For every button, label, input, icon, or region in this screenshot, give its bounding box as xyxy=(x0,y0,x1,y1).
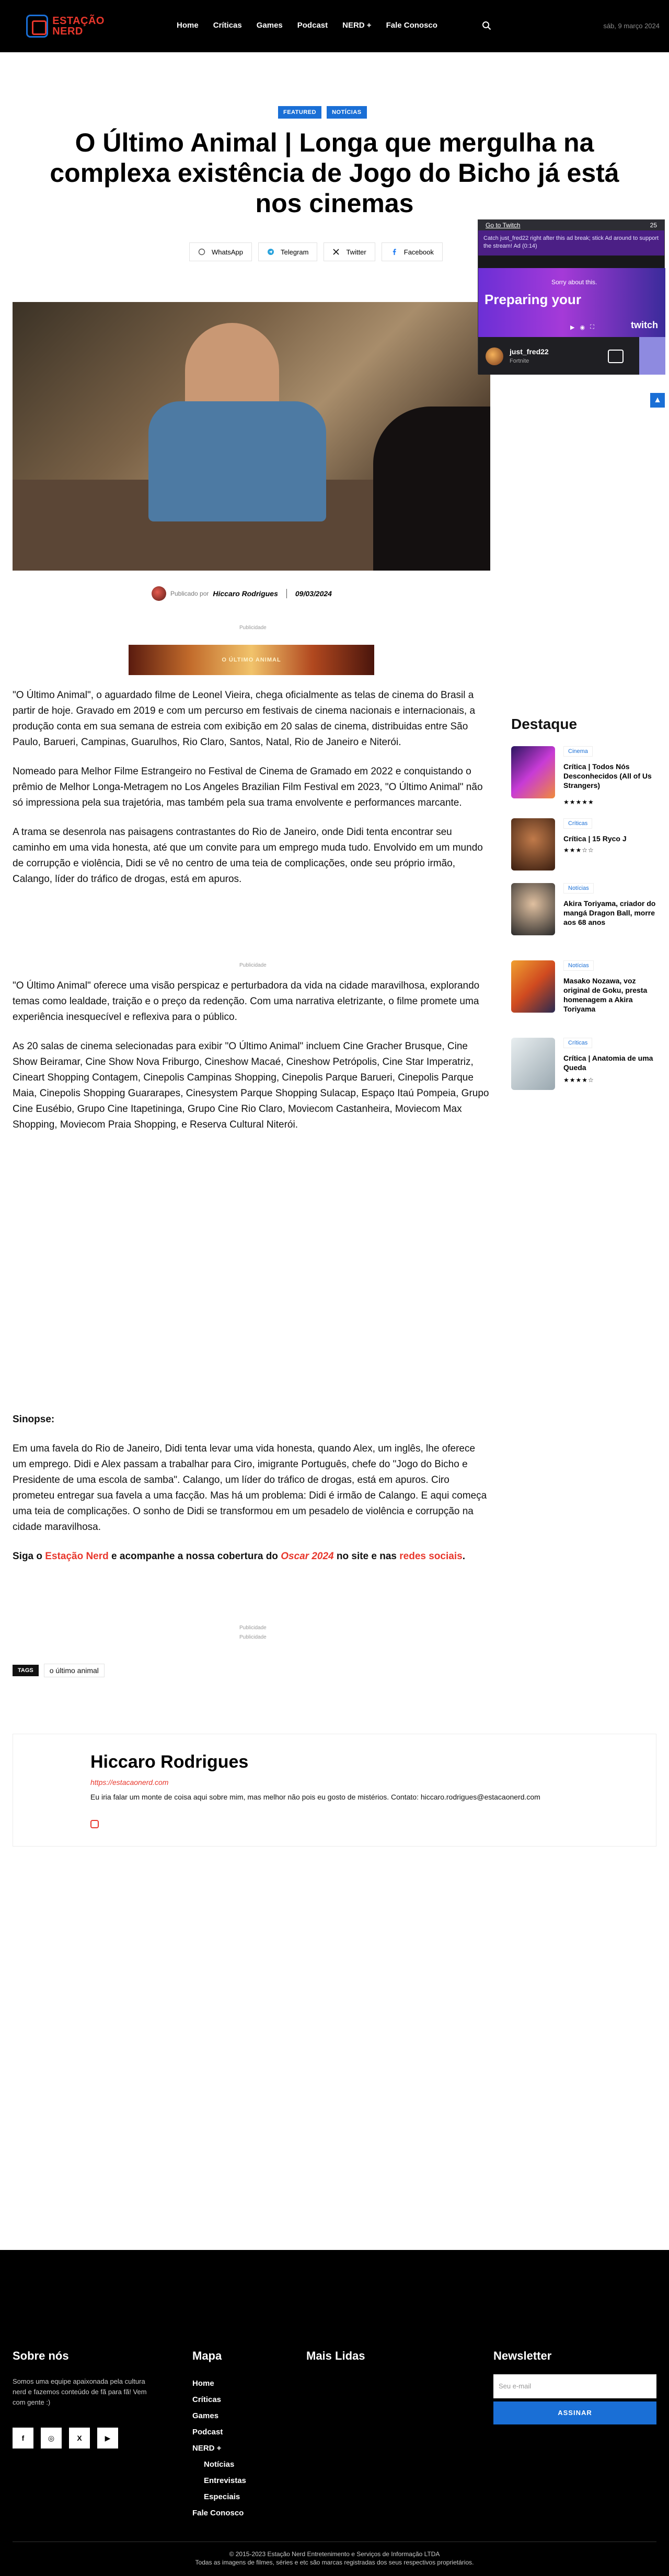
share-twitter-button[interactable] xyxy=(324,242,375,261)
chat-icon[interactable] xyxy=(608,350,624,363)
footer-map-links xyxy=(192,2375,246,2521)
sidebar-category[interactable]: Notícias xyxy=(563,883,594,894)
footer-newsletter-title: Newsletter xyxy=(493,2349,552,2362)
author-avatar[interactable] xyxy=(152,586,166,601)
hero-image xyxy=(13,302,490,571)
footer-copyright xyxy=(0,2550,669,2567)
sidebar-item[interactable] xyxy=(511,883,658,941)
streamer-name[interactable]: just_fred22 xyxy=(510,347,549,356)
telegram-icon xyxy=(267,248,274,256)
sinopse-paragraph: Em uma favela do Rio de Janeiro, Didi tenta levar uma vida honesta, quando Alex, um inglês, lhe oferece um emprego. Didi e Alex passam a trabalhar para Ciro, imigrante Português, chefe do "Jogo do Bicho e Presidente de uma escola de samba". Calango, um líder do tráfico de drogas, está em apuros. Ciro prometeu entregar sua favela a uma facção. Mas há um problema: Didi é irmão de Calango. E aqui começa uma teia de complicações. O sonho de Didi se transformou em um pesadelo de violência e corrupção na cidade maravilhosa. xyxy=(13,1443,487,1533)
sidebar-category[interactable]: Críticas xyxy=(563,1038,592,1048)
facebook-icon[interactable]: f xyxy=(13,2428,33,2449)
paragraph: Nomeado para Melhor Filme Estrangeiro no Festival de Cinema de Gramado em 2022 e conquistando o prêmio de Melhor Longa-Metragem no Los Angeles Brazilian Film Festival em 2023, "O Último Animal" não só impressiona pela sua trajetória, mas também pela sua trama envolvente e performances marcante. xyxy=(13,766,483,808)
scroll-top-button[interactable] xyxy=(650,393,665,408)
ad-label: Publicidade xyxy=(239,1634,267,1640)
sidebar-item[interactable] xyxy=(511,1038,658,1095)
footer-link[interactable]: Fale Conosco xyxy=(192,2509,244,2517)
estacao-nerd-link[interactable]: Estação Nerd xyxy=(45,1551,109,1562)
sorry-text: Sorry about this. xyxy=(551,279,597,286)
footer-link[interactable]: Podcast xyxy=(192,2428,223,2436)
share-label: Telegram xyxy=(280,248,309,256)
oscar-link[interactable]: Oscar 2024 xyxy=(281,1551,334,1562)
share-label: Facebook xyxy=(403,248,434,256)
share-telegram-button[interactable] xyxy=(258,242,317,261)
share-facebook-button[interactable] xyxy=(382,242,443,261)
sidebar-headline[interactable]: Crítica | 15 Ryco J xyxy=(563,834,627,843)
sidebar-headline[interactable]: Masako Nozawa, voz original de Goku, presta homenagem a Akira Toriyama xyxy=(563,977,648,1013)
ad-label: Publicidade xyxy=(239,1625,267,1631)
social-link[interactable]: redes sociais xyxy=(399,1551,463,1562)
site-header xyxy=(0,0,669,52)
footer-link[interactable]: Críticas xyxy=(192,2395,222,2404)
tags-row xyxy=(13,1664,105,1677)
tag-noticias[interactable]: NOTÍCIAS xyxy=(327,106,367,119)
sidebar-headline[interactable]: Crítica | Anatomia de uma Queda xyxy=(563,1054,653,1072)
sinopse-heading: Sinopse: xyxy=(13,1414,55,1425)
twitch-video[interactable] xyxy=(478,268,665,337)
sidebar-thumb[interactable] xyxy=(511,960,555,1013)
footer-social xyxy=(13,2428,118,2449)
nav-fale-conosco[interactable]: Fale Conosco xyxy=(386,21,437,30)
paragraph: A trama se desenrola nas paisagens contrastantes do Rio de Janeiro, onde Didi tenta encontrar seu caminho em uma vida honesta, até que um convite para um emprego muda tudo. Envolvido em um mundo de corrupção e violência, Didi se vê no centro de uma teia de complicações, onde seu próprio irmão, Calango, líder do tráfico de drogas, está em apuros. xyxy=(13,827,483,885)
nav-criticas[interactable]: Críticas xyxy=(213,21,242,30)
site-logo[interactable] xyxy=(26,11,105,41)
rating-stars: ★★★★☆ xyxy=(563,1076,594,1084)
sidebar-category[interactable]: Críticas xyxy=(563,818,592,829)
site-footer xyxy=(0,2250,669,2576)
subscribe-button[interactable]: ASSINAR xyxy=(493,2401,656,2424)
category-tags xyxy=(278,106,367,119)
x-icon[interactable]: X xyxy=(69,2428,90,2449)
sidebar-thumb[interactable] xyxy=(511,746,555,798)
streamer-avatar[interactable] xyxy=(486,347,503,365)
article-title: O Último Animal | Longa que mergulha na complexa existência de Jogo do Bicho já está nos cinemas xyxy=(50,128,619,218)
sidebar-headline[interactable]: Akira Toriyama, criador do mangá Dragon Ball, morre aos 68 anos xyxy=(563,899,656,926)
youtube-icon[interactable]: ▶ xyxy=(97,2428,118,2449)
publish-date: 09/03/2024 xyxy=(295,589,332,598)
footer-link[interactable]: Home xyxy=(192,2379,214,2388)
sidebar-headline[interactable]: Crítica | Todos Nós Desconhecidos (All of Us Strangers) xyxy=(563,762,652,790)
nav-home[interactable]: Home xyxy=(177,21,199,30)
sidebar-category[interactable]: Cinema xyxy=(563,746,593,757)
sidebar-thumb[interactable] xyxy=(511,818,555,871)
sidebar-item[interactable] xyxy=(511,746,658,804)
byline xyxy=(152,586,332,601)
logo-line2: NERD xyxy=(52,26,83,37)
arrow-up-icon: ▲ xyxy=(653,396,662,404)
footer-link[interactable]: NERD + xyxy=(192,2444,222,2453)
copyright-line: Todas as imagens de filmes, séries e etc são marcas registradas dos seus respectivos proprietários. xyxy=(195,2559,474,2566)
author-bio: Eu iria falar um monte de coisa aqui sobre mim, mas melhor não pois eu gosto de mistérios. Contato: hiccaro.rodrigues@estacaonerd.com xyxy=(90,1793,540,1801)
instagram-icon[interactable]: ◎ xyxy=(41,2428,62,2449)
volume-icon[interactable]: ◉ xyxy=(580,324,585,331)
sidebar-item[interactable] xyxy=(511,960,658,1018)
footer-about-text: Somos uma equipe apaixonada pela cultura nerd e fazemos conteúdo de fã para fã! Vem com gente :) xyxy=(13,2377,147,2406)
footer-link[interactable]: Notícias xyxy=(204,2460,235,2469)
nav-games[interactable]: Games xyxy=(256,21,283,30)
paragraph: "O Último Animal", o aguardado filme de Leonel Vieira, chega oficialmente as telas de cinema do Brasil a partir de hoje. Gravado em 2019 e com um percurso em festivais de cinema nacionais e internacionais, a produção conta em sua semana de estreia com exibição em 20 salas de cinema, distribuidas entre São Paulo, Barueri, Campinas, Guarulhos, Rio Claro, Santos, Natal, Rio de Janeiro e Niterói. xyxy=(13,690,476,748)
author-avatar-large[interactable] xyxy=(25,1750,82,1807)
logo-icon xyxy=(26,15,48,38)
article-body-3 xyxy=(13,1412,490,1578)
twitch-embed[interactable] xyxy=(478,219,665,374)
rating-stars: ★★★★★ xyxy=(563,798,594,806)
viewer-count: 25 xyxy=(650,222,657,229)
nav-nerd-plus[interactable]: NERD + xyxy=(342,21,372,30)
footer-map-title: Mapa xyxy=(192,2349,222,2362)
facebook-icon xyxy=(390,248,398,256)
header-date: sáb, 9 março 2024 xyxy=(603,22,660,30)
x-icon xyxy=(332,248,340,256)
video-controls xyxy=(570,324,594,331)
nav-podcast[interactable]: Podcast xyxy=(297,21,328,30)
ad-label: Publicidade xyxy=(239,962,267,968)
share-buttons xyxy=(189,242,443,261)
paragraph: "O Último Animal" oferece uma visão perspicaz e perturbadora da vida na cidade maravilhosa, explorando temas como lealdade, traição e o preço da redenção. Com uma narrativa eletrizante, o filme promete uma experiência inesquecível e reflexiva para o público. xyxy=(13,980,480,1023)
go-to-twitch-link[interactable]: Go to Twitch xyxy=(486,222,521,229)
article-body-2 xyxy=(13,978,490,1146)
ad-text: O ÚLTIMO ANIMAL xyxy=(222,657,281,663)
share-label: Twitter xyxy=(346,248,366,256)
author-name[interactable]: Hiccaro Rodrigues xyxy=(90,1752,249,1772)
sidebar-category[interactable]: Notícias xyxy=(563,960,594,971)
twitch-logo[interactable]: twitch xyxy=(631,320,658,330)
tag-featured[interactable]: FEATURED xyxy=(278,106,321,119)
author-link[interactable]: Hiccaro Rodrigues xyxy=(213,589,278,598)
sidebar-thumb[interactable] xyxy=(511,1038,555,1090)
article-body xyxy=(13,688,490,901)
footer-most-read-title: Mais Lidas xyxy=(306,2349,365,2362)
search-icon[interactable] xyxy=(482,21,491,30)
tag-link[interactable]: o último animal xyxy=(44,1664,105,1677)
footer-link[interactable]: Entrevistas xyxy=(204,2476,246,2485)
play-icon[interactable]: ▶ xyxy=(570,324,575,331)
follow-paragraph: Siga o Estação Nerd e acompanhe a nossa cobertura do Oscar 2024 no site e nas redes sociais. xyxy=(13,1551,465,1562)
footer-link[interactable]: Especiais xyxy=(204,2492,240,2501)
published-by-label: Publicado por xyxy=(170,590,209,597)
rating-stars: ★★★☆☆ xyxy=(563,846,594,854)
newsletter-email-input[interactable]: Seu e-mail xyxy=(493,2374,656,2398)
ad-break-message: Catch just_fred22 right after this ad break; stick Ad around to support the stream! Ad (0:14) xyxy=(478,230,664,256)
sidebar-thumb[interactable] xyxy=(511,883,555,935)
instagram-icon[interactable] xyxy=(90,1820,99,1828)
tags-label: TAGS xyxy=(13,1665,39,1676)
whatsapp-icon xyxy=(198,248,205,256)
ad-banner[interactable] xyxy=(129,645,374,675)
footer-about-title: Sobre nós xyxy=(13,2349,69,2362)
share-whatsapp-button[interactable] xyxy=(189,242,252,261)
fullscreen-icon[interactable]: ⛶ xyxy=(590,324,594,330)
logo-line1: ESTAÇÃO xyxy=(52,15,105,27)
author-box xyxy=(13,1734,656,1847)
sidebar-title: Destaque xyxy=(511,716,578,732)
share-label: WhatsApp xyxy=(212,248,243,256)
copyright-line: © 2015-2023 Estação Nerd Entretenimento e Serviços de Informação LTDA xyxy=(229,2550,440,2558)
twitch-side-panel[interactable] xyxy=(639,337,665,375)
preparing-text: Preparing your xyxy=(485,292,581,307)
main-nav xyxy=(177,21,437,30)
footer-link[interactable]: Games xyxy=(192,2411,219,2420)
ad-label: Publicidade xyxy=(239,625,267,631)
stream-game[interactable]: Fortnite xyxy=(510,358,529,364)
sidebar-item[interactable] xyxy=(511,818,658,876)
author-url[interactable]: https://estacaonerd.com xyxy=(90,1778,169,1786)
paragraph: As 20 salas de cinema selecionadas para exibir "O Último Animal" incluem Cine Gracher Brusque, Cine Show Beiramar, Cine Show Nova Friburgo, Cineshow Macaé, Cineshow Petrópolis, Cine Star Imperatriz, Cineart Shopping Contagem, Cinepolis Campinas Shopping, Cinepolis Parque Barueri, Cinepolis Parque Maia, Cinepolis Shopping Guararapes, Cinesystem Parque Shopping Sulacap, Espaço Itaú Pompeia, Grupo Cine Eusébio, Grupo Cine Itapetininga, Grupo Cine Rio Claro, Moviecom Castanheira, Moviecom Max Shopping, Moviecom Praia Shopping, e Reserva Cultural Niterói. xyxy=(13,1041,489,1130)
